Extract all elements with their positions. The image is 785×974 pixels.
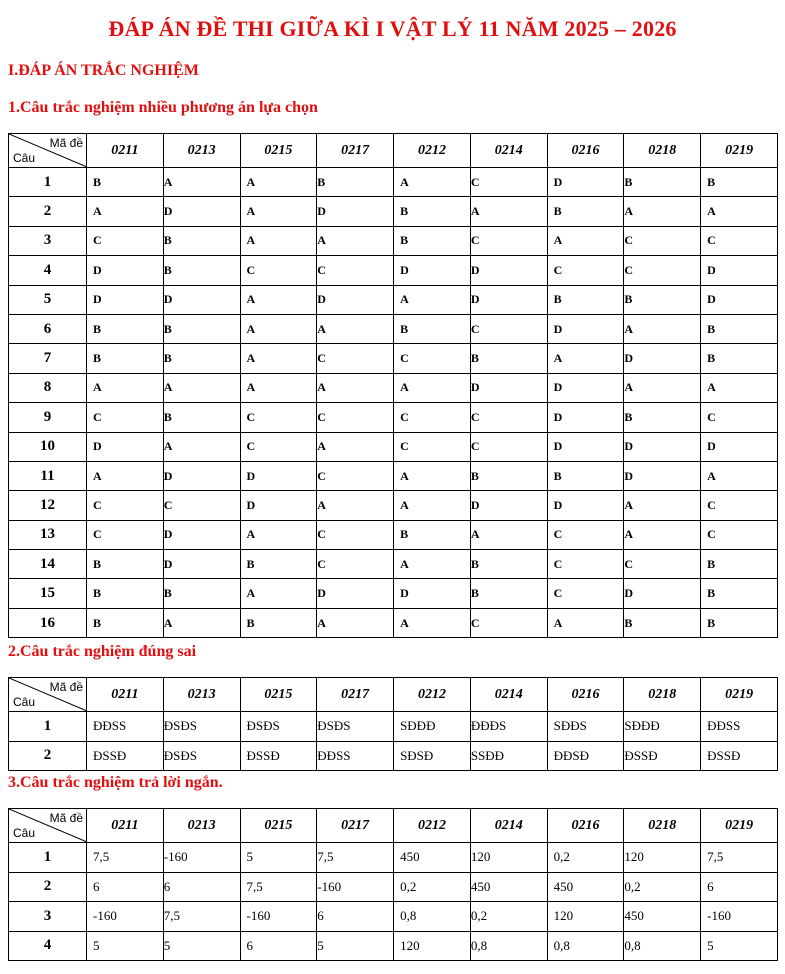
answer-row [9,608,778,637]
answer-row [9,902,778,932]
answer-cell: A [163,168,240,197]
answer-cell: C [317,550,394,579]
answer-cell: A [470,197,547,226]
exam-code-header: 0214 [470,134,547,168]
answer-cell: A [624,197,701,226]
exam-code-header: 0219 [701,678,778,712]
answer-cell: A [317,226,394,255]
part2-heading: 2.Câu trắc nghiệm đúng sai [8,643,197,660]
answer-cell: D [163,461,240,490]
answer-cell: B [163,314,240,343]
answer-cell: 7,5 [701,843,778,873]
answer-cell: B [701,344,778,373]
answer-cell: D [470,373,547,402]
answer-cell: B [87,314,164,343]
answer-cell: ĐĐSĐ [547,741,624,771]
answer-cell: B [547,285,624,314]
answer-cell: D [547,168,624,197]
answer-cell: B [87,608,164,637]
answer-cell: ĐSĐS [163,741,240,771]
exam-code-header: 0213 [163,134,240,168]
answer-cell: B [470,550,547,579]
answer-cell: A [624,373,701,402]
part3-table [8,808,778,961]
question-number: 1 [9,168,87,197]
answer-cell: C [317,344,394,373]
answer-cell: 0,2 [470,902,547,932]
question-number: 10 [9,432,87,461]
answer-row [9,843,778,873]
answer-cell: 450 [394,843,471,873]
answer-cell: C [701,520,778,549]
answer-cell: 450 [547,872,624,902]
exam-code-header: 0215 [240,678,317,712]
answer-cell: ĐĐSS [701,712,778,742]
answer-cell: D [624,579,701,608]
answer-row [9,226,778,255]
answer-cell: B [624,285,701,314]
answer-cell: C [701,491,778,520]
answer-cell: A [240,226,317,255]
answer-cell: B [701,168,778,197]
answer-row [9,712,778,742]
answer-cell: -160 [87,902,164,932]
answer-cell: A [163,432,240,461]
part1-table [8,133,778,638]
answer-cell: A [317,314,394,343]
answer-cell: 7,5 [240,872,317,902]
answer-cell: B [317,168,394,197]
exam-code-header: 0215 [240,809,317,843]
answer-cell: D [547,314,624,343]
header-row [9,134,778,168]
answer-row [9,168,778,197]
exam-code-header: 0219 [701,809,778,843]
answer-cell: A [394,373,471,402]
answer-row [9,344,778,373]
answer-cell: D [547,491,624,520]
header-cau-label: Câu [13,695,36,709]
exam-code-header: 0217 [317,678,394,712]
answer-cell: ĐSSĐ [240,741,317,771]
question-number: 2 [9,197,87,226]
answer-cell: A [163,373,240,402]
answer-row [9,256,778,285]
answer-cell: C [87,491,164,520]
answer-cell: D [317,285,394,314]
answer-row [9,373,778,402]
answer-cell: ĐSSĐ [701,741,778,771]
question-number: 1 [9,843,87,873]
answer-cell: B [470,579,547,608]
exam-code-header: 0211 [87,134,164,168]
answer-cell: ĐSSĐ [624,741,701,771]
exam-code-header: 0217 [317,809,394,843]
answer-cell: C [470,314,547,343]
answer-cell: B [701,579,778,608]
answer-row [9,741,778,771]
question-number: 9 [9,403,87,432]
answer-cell: A [394,285,471,314]
answer-cell: ĐĐSS [87,712,164,742]
answer-cell: D [470,491,547,520]
part3-heading: 3.Câu trắc nghiệm trả lời ngắn. [8,774,223,791]
answer-cell: A [701,461,778,490]
answer-cell: D [163,520,240,549]
answer-cell: A [394,608,471,637]
answer-cell: 6 [87,872,164,902]
answer-cell: SĐSĐ [394,741,471,771]
answer-cell: C [87,403,164,432]
answer-cell: A [624,491,701,520]
answer-cell: C [394,403,471,432]
document-title: ĐÁP ÁN ĐỀ THI GIỮA KÌ I VẬT LÝ 11 NĂM 2025 – 2026 [108,16,677,41]
answer-cell: B [163,256,240,285]
answer-row [9,314,778,343]
answer-cell: C [701,403,778,432]
answer-cell: C [470,168,547,197]
answer-cell: C [547,550,624,579]
question-number: 6 [9,314,87,343]
answer-cell: B [87,344,164,373]
answer-cell: A [240,373,317,402]
answer-row [9,197,778,226]
answer-cell: D [470,256,547,285]
question-number: 14 [9,550,87,579]
answer-row [9,403,778,432]
answer-cell: B [240,550,317,579]
answer-cell: D [394,579,471,608]
answer-cell: B [240,608,317,637]
answer-cell: 0,8 [470,931,547,961]
answer-cell: B [394,314,471,343]
answer-cell: C [624,226,701,255]
answer-row [9,931,778,961]
answer-cell: D [624,344,701,373]
answer-cell: 450 [624,902,701,932]
answer-cell: D [163,197,240,226]
answer-row [9,491,778,520]
answer-cell: 120 [624,843,701,873]
answer-cell: A [624,314,701,343]
answer-cell: B [394,520,471,549]
answer-cell: C [701,226,778,255]
exam-code-header: 0213 [163,809,240,843]
question-number: 4 [9,931,87,961]
answer-cell: 0,2 [547,843,624,873]
exam-code-header: 0218 [624,678,701,712]
answer-cell: 450 [470,872,547,902]
answer-cell: A [240,314,317,343]
answer-row [9,461,778,490]
exam-code-header: 0213 [163,678,240,712]
answer-cell: B [547,197,624,226]
answer-cell: C [163,491,240,520]
answer-cell: C [470,432,547,461]
answer-cell: A [624,520,701,549]
answer-cell: C [470,226,547,255]
answer-cell: 5 [87,931,164,961]
exam-code-header: 0216 [547,678,624,712]
answer-cell: C [394,432,471,461]
answer-cell: SĐĐS [547,712,624,742]
answer-cell: D [163,285,240,314]
exam-code-header: 0212 [394,678,471,712]
answer-cell: 120 [394,931,471,961]
question-number: 12 [9,491,87,520]
answer-cell: 6 [240,931,317,961]
answer-cell: B [163,226,240,255]
answer-cell: ĐĐĐS [470,712,547,742]
answer-cell: D [547,403,624,432]
answer-cell: B [87,550,164,579]
answer-cell: A [240,285,317,314]
answer-cell: A [317,608,394,637]
answer-cell: D [317,579,394,608]
answer-cell: 6 [317,902,394,932]
answer-cell: SĐĐĐ [624,712,701,742]
answer-cell: D [163,550,240,579]
question-number: 8 [9,373,87,402]
answer-cell: B [87,579,164,608]
answer-cell: C [470,608,547,637]
answer-cell: 7,5 [163,902,240,932]
answer-cell: A [701,197,778,226]
answer-cell: D [624,461,701,490]
answer-cell: C [470,403,547,432]
answer-cell: A [547,344,624,373]
answer-cell: SSĐĐ [470,741,547,771]
answer-cell: B [701,550,778,579]
answer-cell: D [701,432,778,461]
answer-cell: C [317,461,394,490]
exam-code-header: 0214 [470,678,547,712]
answer-row [9,579,778,608]
answer-cell: C [87,226,164,255]
answer-cell: D [547,373,624,402]
answer-cell: B [624,168,701,197]
answer-cell: 0,2 [394,872,471,902]
exam-code-header: 0216 [547,134,624,168]
part1-heading: 1.Câu trắc nghiệm nhiều phương án lựa chọn [8,99,318,116]
question-number: 3 [9,902,87,932]
exam-code-header: 0218 [624,809,701,843]
answer-cell: 0,8 [547,931,624,961]
answer-cell: C [240,432,317,461]
answer-cell: B [470,344,547,373]
answer-cell: A [317,373,394,402]
exam-code-header: 0217 [317,134,394,168]
answer-cell: C [394,344,471,373]
answer-cell: A [240,168,317,197]
answer-cell: -160 [240,902,317,932]
answer-cell: A [240,520,317,549]
answer-cell: A [317,491,394,520]
question-number: 1 [9,712,87,742]
answer-cell: A [240,579,317,608]
answer-cell: D [701,285,778,314]
answer-row [9,520,778,549]
answer-cell: 5 [317,931,394,961]
answer-cell: A [87,373,164,402]
answer-cell: B [163,344,240,373]
question-number: 15 [9,579,87,608]
exam-code-header: 0219 [701,134,778,168]
answer-cell: C [317,520,394,549]
answer-cell: A [87,197,164,226]
header-cau-label: Câu [13,826,36,840]
answer-cell: A [701,373,778,402]
answer-cell: B [394,197,471,226]
header-made-label: Mã đề [49,680,83,694]
exam-code-header: 0211 [87,678,164,712]
exam-code-header: 0212 [394,134,471,168]
section-heading-main: I.ĐÁP ÁN TRẮC NGHIỆM [8,62,199,79]
answer-cell: A [394,550,471,579]
answer-cell: 6 [701,872,778,902]
answer-cell: 0,8 [624,931,701,961]
question-number: 2 [9,872,87,902]
answer-cell: C [240,256,317,285]
answer-cell: ĐSĐS [163,712,240,742]
answer-cell: A [317,432,394,461]
exam-code-header: 0214 [470,809,547,843]
question-number: 16 [9,608,87,637]
answer-cell: A [394,491,471,520]
answer-cell: 7,5 [317,843,394,873]
header-corner-cell [9,809,87,843]
answer-cell: C [624,550,701,579]
question-number: 13 [9,520,87,549]
answer-cell: C [317,403,394,432]
answer-cell: 120 [470,843,547,873]
exam-code-header: 0218 [624,134,701,168]
answer-cell: D [87,256,164,285]
answer-cell: ĐĐSS [317,741,394,771]
answer-cell: C [624,256,701,285]
answer-cell: 120 [547,902,624,932]
answer-cell: 6 [163,872,240,902]
exam-code-header: 0211 [87,809,164,843]
answer-cell: ĐSSĐ [87,741,164,771]
header-corner-cell [9,678,87,712]
answer-cell: C [547,520,624,549]
answer-cell: 5 [701,931,778,961]
answer-cell: -160 [701,902,778,932]
answer-cell: B [394,226,471,255]
answer-row [9,872,778,902]
answer-cell: B [624,608,701,637]
answer-cell: D [470,285,547,314]
answer-row [9,550,778,579]
header-made-label: Mã đề [49,136,83,150]
answer-cell: ĐSĐS [240,712,317,742]
answer-cell: D [701,256,778,285]
answer-cell: A [87,461,164,490]
answer-cell: -160 [163,843,240,873]
answer-cell: D [87,432,164,461]
answer-cell: A [163,608,240,637]
answer-cell: 5 [240,843,317,873]
answer-cell: A [394,168,471,197]
answer-cell: 5 [163,931,240,961]
answer-cell: B [701,314,778,343]
question-number: 11 [9,461,87,490]
question-number: 5 [9,285,87,314]
part2-table [8,677,778,771]
answer-cell: A [547,226,624,255]
answer-cell: 0,8 [394,902,471,932]
answer-cell: C [87,520,164,549]
answer-row [9,285,778,314]
answer-cell: B [470,461,547,490]
header-row [9,809,778,843]
answer-row [9,432,778,461]
answer-cell: C [317,256,394,285]
answer-cell: C [547,256,624,285]
answer-cell: D [87,285,164,314]
header-cau-label: Câu [13,151,36,165]
answer-cell: SĐĐĐ [394,712,471,742]
answer-cell: D [240,461,317,490]
header-row [9,678,778,712]
answer-cell: -160 [317,872,394,902]
answer-cell: C [547,579,624,608]
question-number: 4 [9,256,87,285]
question-number: 2 [9,741,87,771]
answer-cell: A [470,520,547,549]
answer-cell: D [317,197,394,226]
answer-cell: A [240,344,317,373]
answer-cell: A [240,197,317,226]
question-number: 3 [9,226,87,255]
answer-cell: B [547,461,624,490]
answer-cell: B [87,168,164,197]
exam-code-header: 0216 [547,809,624,843]
exam-code-header: 0212 [394,809,471,843]
answer-cell: B [701,608,778,637]
answer-cell: B [624,403,701,432]
answer-cell: D [240,491,317,520]
answer-cell: A [547,608,624,637]
answer-cell: D [624,432,701,461]
answer-cell: B [163,579,240,608]
answer-cell: 0,2 [624,872,701,902]
header-made-label: Mã đề [49,811,83,825]
question-number: 7 [9,344,87,373]
exam-code-header: 0215 [240,134,317,168]
answer-cell: ĐSĐS [317,712,394,742]
answer-cell: A [394,461,471,490]
answer-cell: D [394,256,471,285]
answer-cell: B [163,403,240,432]
answer-cell: 7,5 [87,843,164,873]
header-corner-cell [9,134,87,168]
answer-cell: D [547,432,624,461]
answer-cell: C [240,403,317,432]
